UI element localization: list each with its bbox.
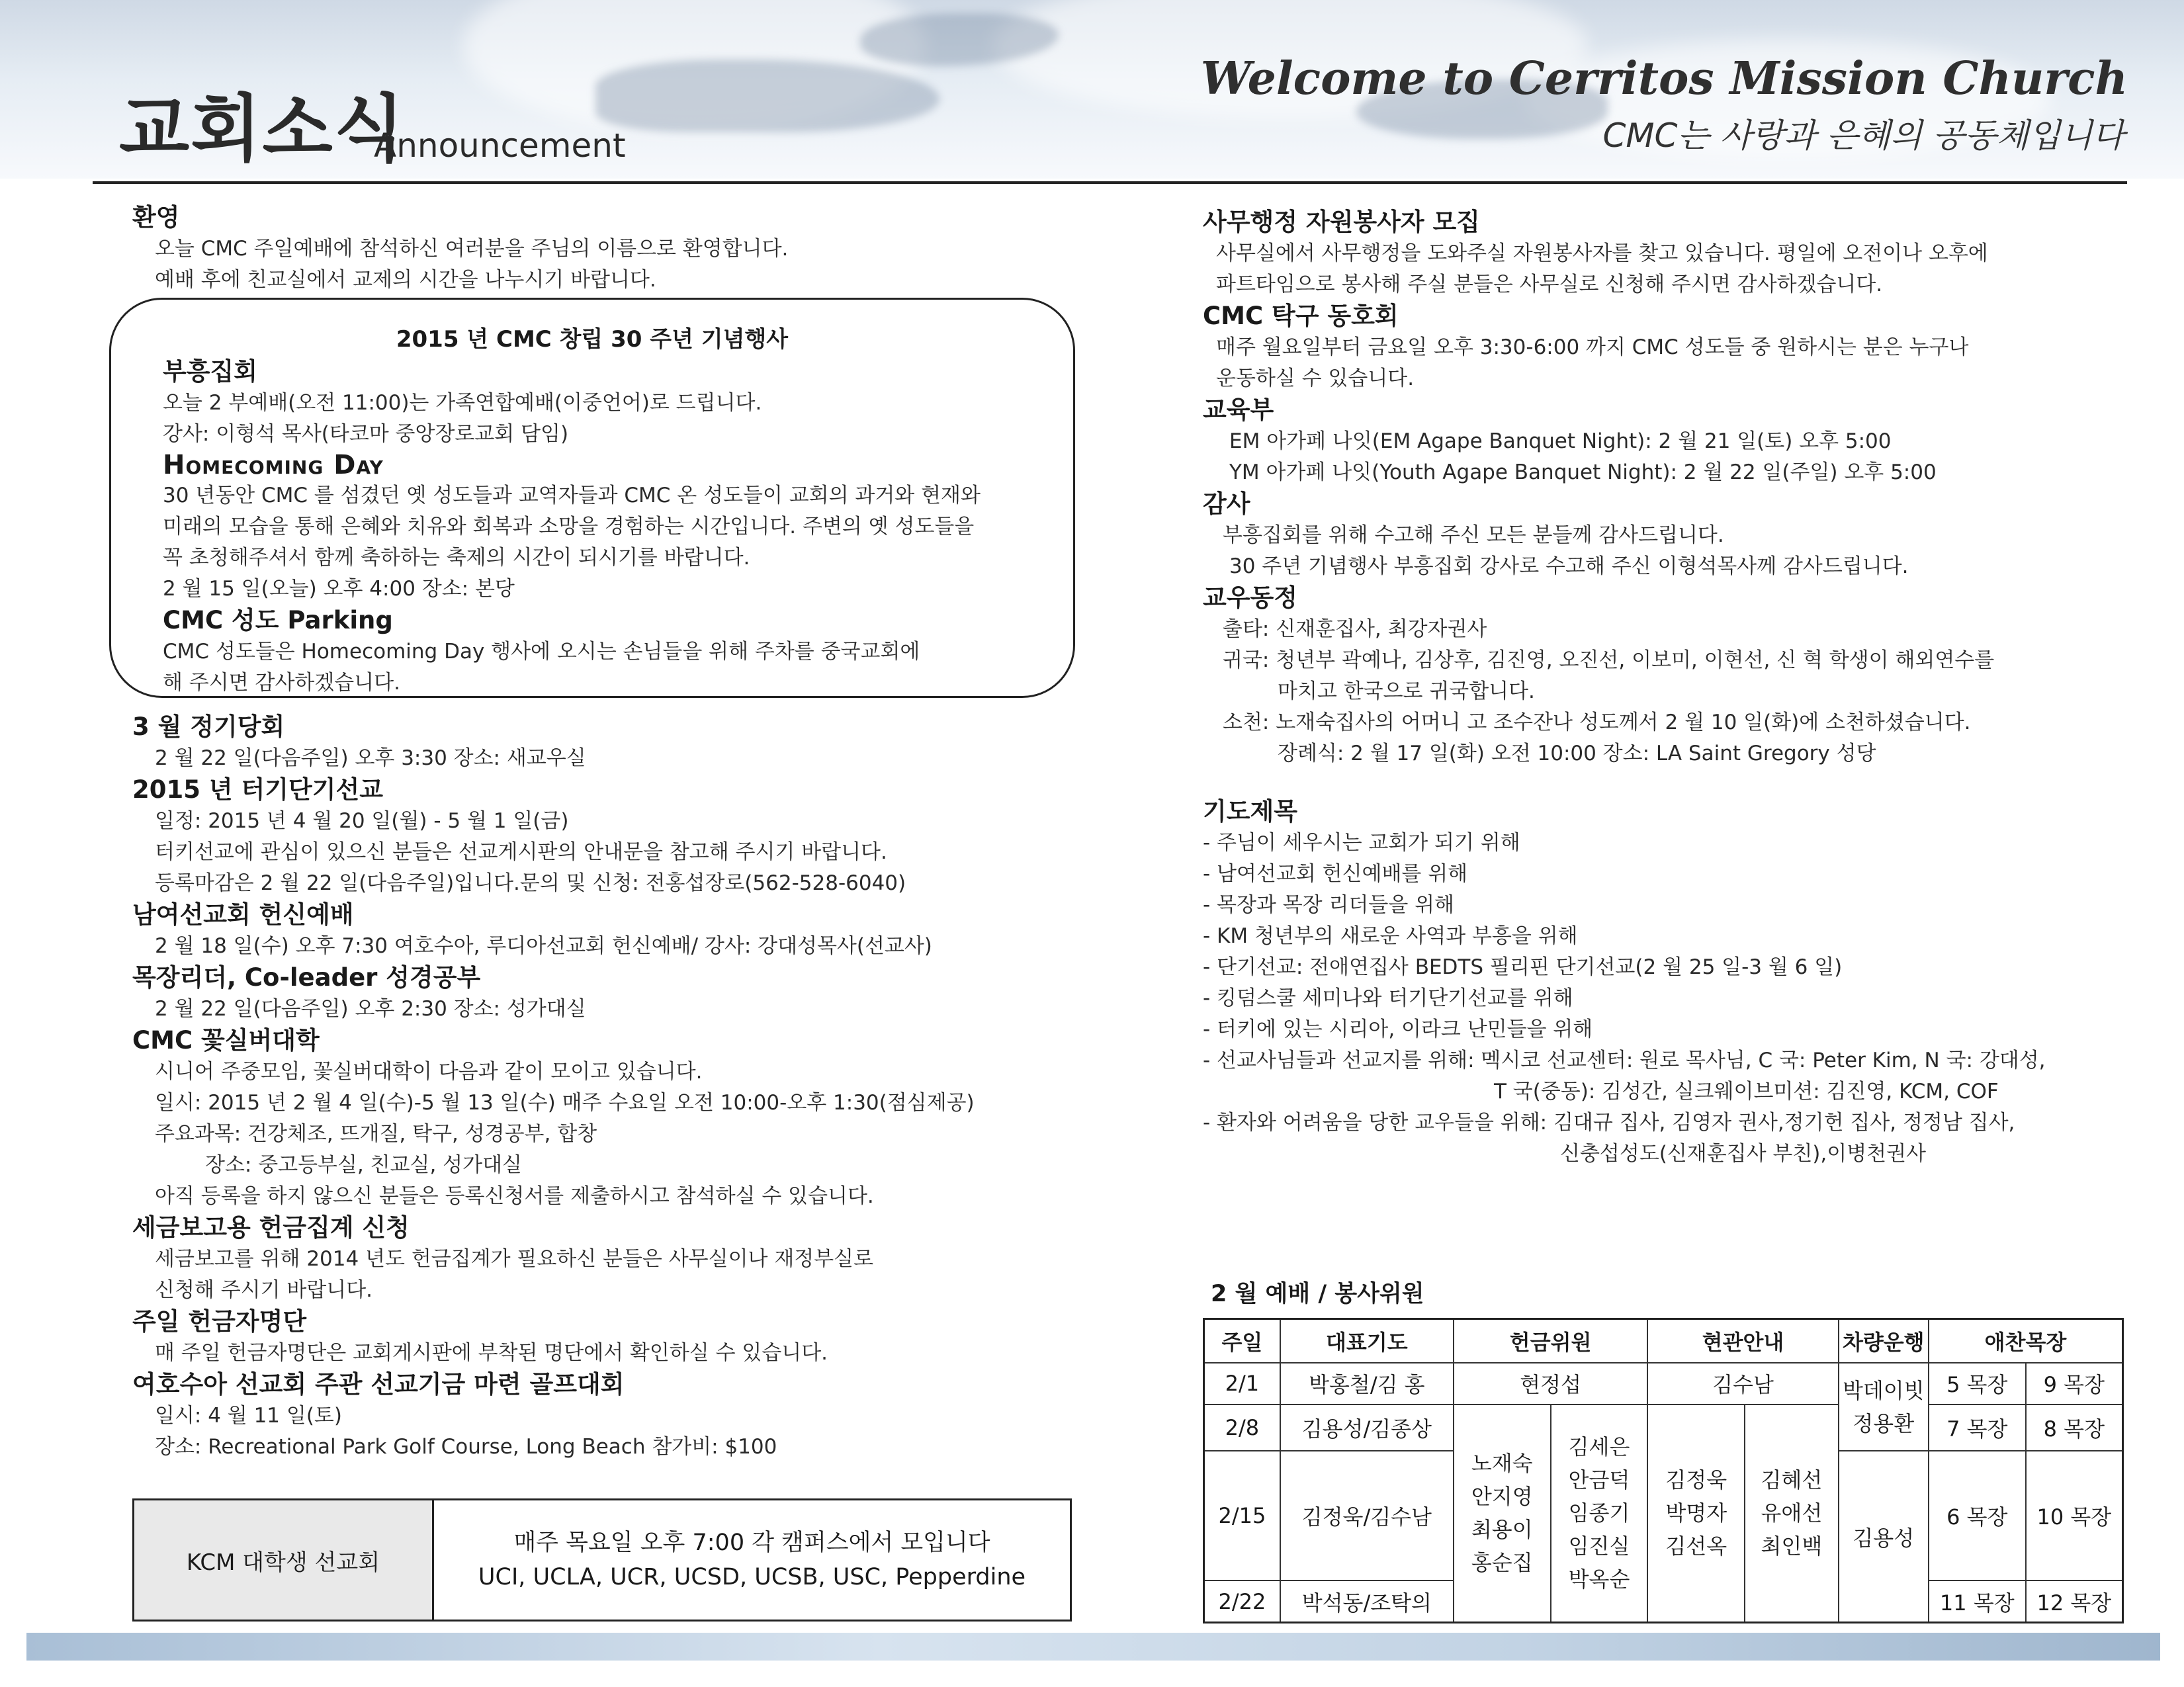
footer-band [26,1633,2160,1661]
section-line: EM 아가페 나잇(EM Agape Banquet Night): 2 월 21 일(토) 오후 5:00 [1229,429,1892,453]
section-line: 장소: 중고등부실, 친교실, 성가대실 [205,1153,522,1177]
section-line: 세금보고를 위해 2014 년도 헌금집계가 필요하신 분들은 사무실이나 재정부실로 [155,1247,874,1271]
section-line: 장소: Recreational Park Golf Course, Long Beach 참가비: $100 [155,1435,777,1459]
prayer-item: - 킹덤스쿨 세미나와 터기단기선교를 위해 [1203,986,1573,1010]
section-heading: 세금보고용 헌금집계 신청 [132,1213,410,1242]
section-line: 마치고 한국으로 귀국합니다. [1278,679,1535,703]
section-line: 해 주시면 감사하겠습니다. [163,671,400,695]
section-line: 일정: 2015 년 4 월 20 일(월) - 5 월 1 일(금) [155,809,569,833]
table-cell-driver: 김용성 [1839,1451,1929,1622]
kcm-label: KCM 대학생 선교회 [134,1500,434,1620]
anniversary-body [163,356,1063,699]
table-cell-meal: 7 목장 [1929,1405,2026,1451]
section-line: 파트타임으로 봉사해 주실 분들은 사무실로 신청해 주시면 감사하겠습니다. [1216,273,1883,296]
section-line: YM 아가페 나잇(Youth Agape Banquet Night): 2 월 22 일(주일) 오후 5:00 [1229,460,1937,484]
table-cell-prayer: 김용성/김종상 [1280,1405,1454,1451]
section-line: 매 주일 헌금자명단은 교회게시판에 부착된 명단에서 확인하실 수 있습니다. [155,1341,828,1365]
kcm-details [434,1500,1070,1620]
section-line: 미래의 모습을 통해 은혜와 치유와 회복과 소망을 경험하는 시간입니다. 주변의 옛 성도들을 [163,515,975,539]
section-heading: 주일 헌금자명단 [132,1307,307,1336]
service-table-title: 2 월 예배 / 봉사위원 [1211,1281,1424,1307]
page-subtitle: Announcement [374,126,626,165]
usher-name: 김선옥 [1665,1534,1727,1559]
table-cell-usher: 김수남 [1647,1363,1838,1405]
section-line: 매주 월요일부터 금요일 오후 3:30-6:00 까지 CMC 성도들 중 원하시는 분은 누구나 [1216,335,1969,359]
table-cell-prayer: 박홍철/김 홍 [1280,1363,1454,1405]
offering-name: 박옥순 [1568,1567,1630,1592]
prayer-item: - 목장과 목장 리더들을 위해 [1203,893,1455,917]
offering-name: 노재숙 [1471,1451,1533,1477]
prayer-item: T 국(중동): 김성간, 실크웨이브미션: 김진영, KCM, COF [1494,1080,1999,1103]
section-line: CMC 성도들은 Homecoming Day 행사에 오시는 손님들을 위해 주차를 중국교회에 [163,640,920,664]
prayer-item: - 선교사님들과 선교지를 위해: 멕시코 선교센터: 원로 목사님, C 국: Peter Kim, N 국: 강대성, [1203,1049,2046,1072]
kcm-box [132,1498,1072,1622]
page-title: 교회소식 [119,87,406,171]
offering-name: 안금덕 [1568,1467,1630,1493]
section-heading: CMC 탁구 동호회 [1203,302,1399,330]
table-cell-date: 2/8 [1204,1405,1280,1451]
page-header [0,0,2184,179]
right-announcements [1203,206,2142,1170]
usher-name: 유애선 [1761,1500,1823,1526]
table-cell-driver [1839,1363,1929,1451]
section-heading: 감사 [1203,490,1250,518]
table-header: 헌금위원 [1454,1319,1648,1363]
section-line: 주요과목: 건강체조, 뜨개질, 탁구, 성경공부, 합창 [155,1122,597,1146]
section-heading: 환영 [132,203,180,232]
church-tagline: CMC는 사랑과 은혜의 공동체입니다 [1602,116,2124,155]
anniversary-box [109,298,1075,698]
table-cell-date: 2/22 [1204,1580,1280,1622]
spacer [1203,769,2142,796]
prayer-item: - 단기선교: 전애연집사 BEDTS 필리핀 단기선교(2 월 25 일-3 월 6 일) [1203,955,1843,979]
header-divider [93,181,2127,184]
section-line: 터키선교에 관심이 있으신 분들은 선교게시판의 안내문을 참고해 주시기 바랍니다. [155,840,887,864]
prayer-item: - 터키에 있는 시리아, 이라크 난민들을 위해 [1203,1017,1593,1041]
section-line: 오늘 CMC 주일예배에 참석하신 여러분을 주님의 이름으로 환영합니다. [155,237,789,261]
prayer-item: - 남여선교회 헌신예배를 위해 [1203,862,1468,886]
table-cell-offering [1454,1405,1551,1623]
homecoming-heading: Homecoming Day [163,450,384,480]
table-header: 차량운행 [1839,1319,1929,1363]
section-line: 꼭 초청해주셔서 함께 축하하는 축제의 시간이 되시기를 바랍니다. [163,546,750,570]
table-cell-offering [1551,1405,1648,1623]
table-header-row [1204,1319,2123,1363]
table-cell-usher [1647,1405,1745,1623]
section-line: 시니어 주중모임, 꽃실버대학이 다음과 같이 모이고 있습니다. [155,1060,703,1084]
table-row [1204,1363,2123,1405]
kcm-schedule: 매주 목요일 오후 7:00 각 캠퍼스에서 모입니다 [513,1530,990,1556]
section-heading: 남여선교회 헌신예배 [132,900,354,929]
section-heading: 기도제목 [1203,797,1297,826]
usher-name: 최인백 [1761,1534,1823,1559]
section-heading: 목장리더, Co-leader 성경공부 [132,963,481,992]
offering-name: 임종기 [1568,1500,1630,1526]
section-heading: CMC 성도 Parking [163,606,393,634]
section-line: 일시: 2015 년 2 월 4 일(수)-5 월 13 일(수) 매주 수요일 오전 10:00-오후 1:30(점심제공) [155,1091,975,1115]
table-cell-meal: 5 목장 [1929,1363,2026,1405]
service-table [1203,1318,2124,1623]
prayer-item: 신충섭성도(신재훈집사 부친),이병천권사 [1560,1142,1926,1166]
table-cell-meal: 6 목장 [1929,1451,2026,1580]
driver-name: 정용환 [1853,1410,1915,1436]
prayer-item: - 주님이 세우시는 교회가 되기 위해 [1203,831,1520,855]
section-heading: CMC 꽃실버대학 [132,1026,320,1055]
section-line: 아직 등록을 하지 않으신 분들은 등록신청서를 제출하시고 참석하실 수 있습니다. [155,1184,874,1208]
section-line: 강사: 이형석 목사(타코마 중앙장로교회 담임) [163,422,569,446]
anniversary-title: 2015 년 CMC 창립 30 주년 기념행사 [396,326,789,353]
table-cell-meal: 10 목장 [2026,1451,2123,1580]
offering-name: 안지영 [1471,1484,1533,1510]
section-line: 장례식: 2 월 17 일(화) 오전 10:00 장소: LA Saint Gregory 성당 [1278,742,1876,765]
table-header: 현관안내 [1647,1319,1838,1363]
section-line: 2 월 22 일(다음주일) 오후 2:30 장소: 성가대실 [155,997,586,1021]
driver-name: 박데이빗 [1842,1377,1925,1403]
section-heading: 교육부 [1203,396,1274,424]
usher-name: 김정욱 [1665,1467,1727,1493]
usher-name: 박명자 [1665,1500,1727,1526]
section-heading: 사무행정 자원봉사자 모집 [1203,208,1480,236]
prayer-item: - KM 청년부의 새로운 사역과 부흥을 위해 [1203,924,1578,948]
section-line: 30 주년 기념행사 부흥집회 강사로 수고해 주신 이형석목사께 감사드립니다. [1229,554,1909,578]
table-cell-meal: 9 목장 [2026,1363,2123,1405]
table-cell-date: 2/1 [1204,1363,1280,1405]
offering-name: 임진실 [1568,1534,1630,1559]
table-row [1204,1405,2123,1451]
section-heading: 교우동정 [1203,584,1297,612]
table-cell-meal: 11 목장 [1929,1580,2026,1622]
table-cell-prayer: 박석동/조탁의 [1280,1580,1454,1622]
section-line: 귀국: 청년부 곽예나, 김상후, 김진영, 오진선, 이보미, 이현선, 신 혁 학생이 해외연수를 [1223,648,1995,672]
offering-name: 최용이 [1471,1517,1533,1543]
section-line: 2 월 22 일(다음주일) 오후 3:30 장소: 새교우실 [155,746,586,770]
table-cell-offering: 현정섭 [1454,1363,1648,1405]
section-heading: 부흥집회 [163,357,257,386]
table-header: 대표기도 [1280,1319,1454,1363]
section-line: 운동하실 수 있습니다. [1216,367,1415,390]
section-heading: 3 월 정기당회 [132,713,285,741]
section-line: 신청해 주시기 바랍니다. [155,1278,373,1302]
section-line: 2 월 18 일(수) 오후 7:30 여호수아, 루디아선교회 헌신예배/ 강사: 강대성목사(선교사) [155,934,932,958]
section-line: 소천: 노재숙집사의 어머니 고 조수잔나 성도께서 2 월 10 일(화)에 소천하셨습니다. [1223,711,1971,734]
section-heading: 2015 년 터기단기선교 [132,775,383,804]
table-cell-meal: 12 목장 [2026,1580,2123,1622]
usher-name: 김혜선 [1761,1467,1823,1493]
table-header: 애찬목장 [1929,1319,2123,1363]
table-header: 주일 [1204,1319,1280,1363]
kcm-campuses: UCI, UCLA, UCR, UCSD, UCSB, USC, Pepperdine [478,1564,1026,1590]
offering-name: 홍순집 [1471,1550,1533,1576]
section-line: 일시: 4 월 11 일(토) [155,1404,342,1428]
offering-name: 김세은 [1568,1434,1630,1460]
table-cell-date: 2/15 [1204,1451,1280,1580]
section-line: 사무실에서 사무행정을 도와주실 자원봉사자를 찾고 있습니다. 평일에 오전이나 오후에 [1216,241,1988,265]
table-cell-usher [1745,1405,1839,1623]
table-cell-meal: 8 목장 [2026,1405,2123,1451]
section-line: 오늘 2 부예배(오전 11:00)는 가족연합예배(이중언어)로 드립니다. [163,391,762,415]
section-heading: 여호수아 선교회 주관 선교기금 마련 골프대회 [132,1370,625,1399]
welcome-section [132,202,1092,296]
prayer-item: - 환자와 어려움을 당한 교우들을 위해: 김대규 집사, 김영자 권사,정기헌 집사, 정정남 집사, [1203,1111,2015,1135]
section-line: 예배 후에 친교실에서 교제의 시간을 나누시기 바랍니다. [155,268,656,292]
left-announcements [132,711,1092,1463]
section-line: 출타: 신재훈집사, 최강자권사 [1223,617,1487,641]
section-line: 2 월 15 일(오늘) 오후 4:00 장소: 본당 [163,577,515,601]
section-line: 30 년동안 CMC 를 섬겼던 옛 성도들과 교역자들과 CMC 온 성도들이 교회의 과거와 현재와 [163,484,981,507]
section-line: 등록마감은 2 월 22 일(다음주일)입니다.문의 및 신청: 전홍섭장로(562-528-6040) [155,871,906,895]
table-cell-prayer: 김정욱/김수남 [1280,1451,1454,1580]
section-line: 부흥집회를 위해 수고해 주신 모든 분들께 감사드립니다. [1223,523,1724,547]
welcome-banner: Welcome to Cerritos Mission Church [1200,52,2128,105]
